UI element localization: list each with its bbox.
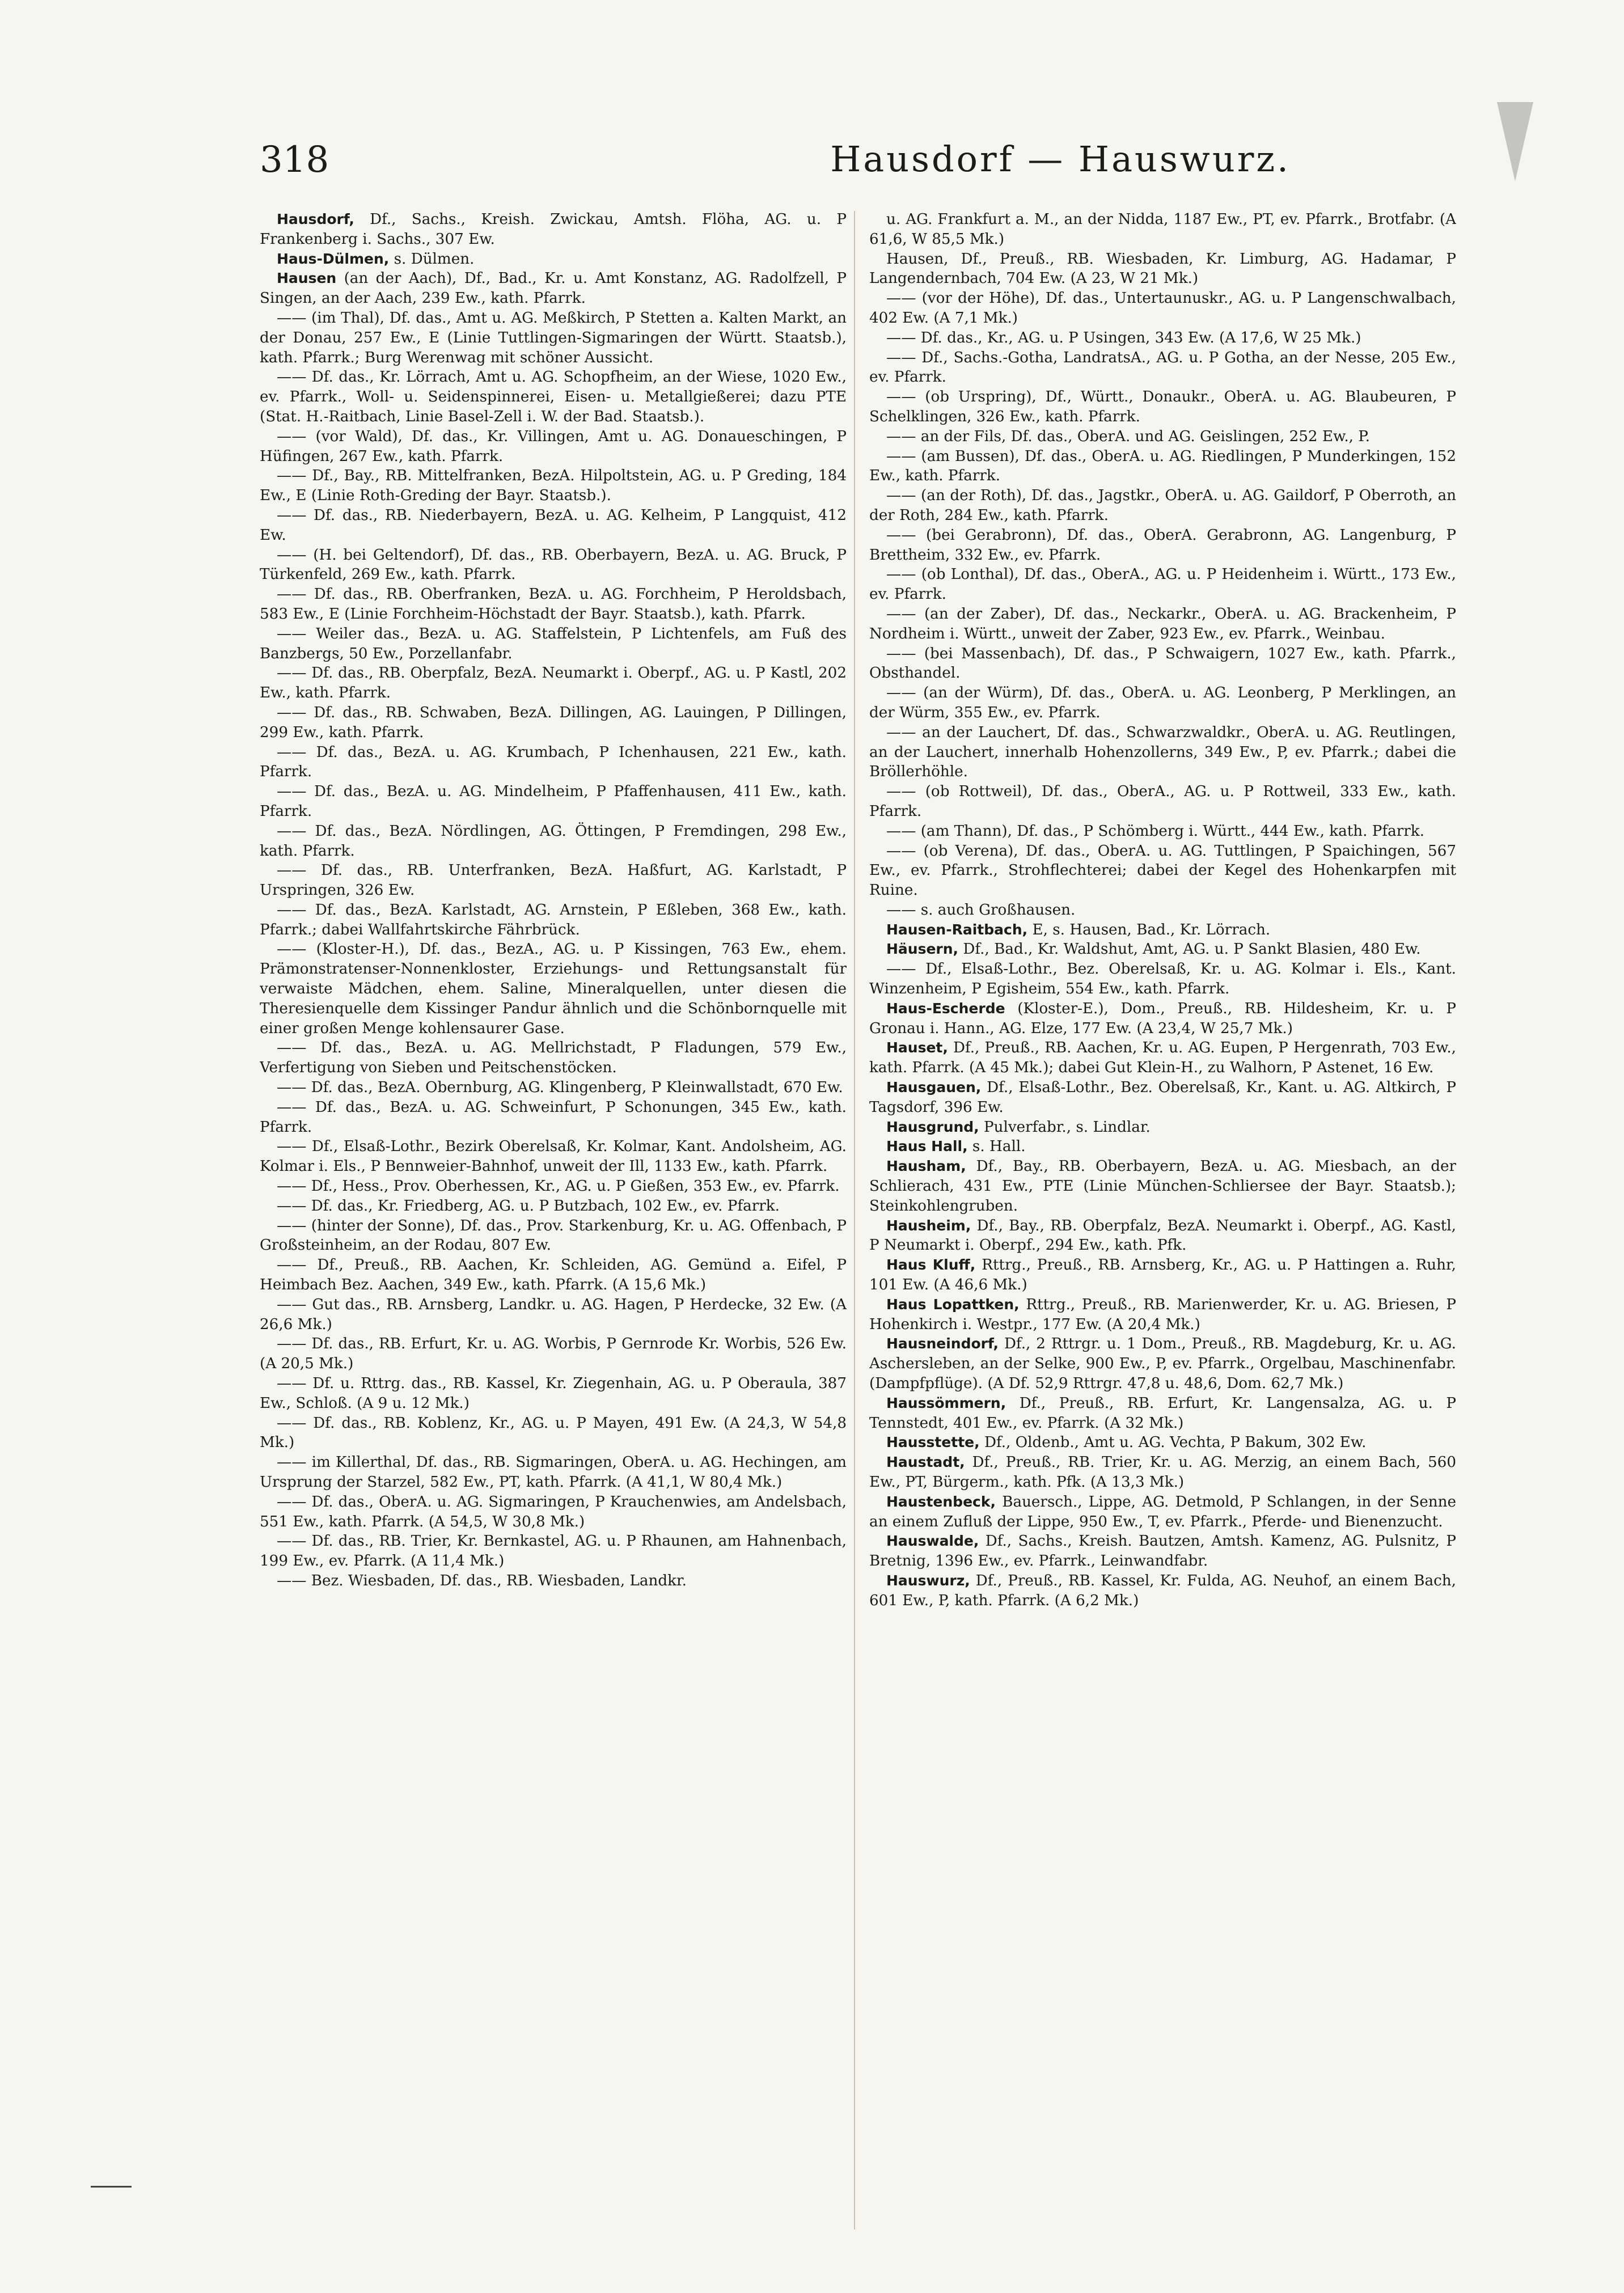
- entry-text: —— Df. das., RB. Koblenz, Kr., AG. u. P Mayen, 491 Ew. (A 24,3, W 54,8 Mk.): [260, 1414, 847, 1452]
- column-divider: [854, 211, 855, 2229]
- dictionary-entry: [869, 1078, 1456, 1118]
- dictionary-entry: [869, 427, 1456, 447]
- entry-headword: Haussömmern,: [886, 1394, 1006, 1411]
- entry-text: —— (an der Roth), Df. das., Jagstkr., OberA. u. AG. Gaildorf, P Oberroth, an der Roth, 284 Ew., kath. Pfarrk.: [869, 487, 1456, 524]
- entry-text: —— (vor Wald), Df. das., Kr. Villingen, Amt u. AG. Donaueschingen, P Hüfingen, 267 Ew., kath. Pfarrk.: [260, 428, 847, 465]
- dictionary-entry: [869, 1492, 1456, 1532]
- dictionary-entry: [260, 585, 847, 624]
- entry-text: s. Dülmen.: [389, 250, 475, 268]
- entry-text: Df., Bay., RB. Oberbayern, BezA. u. AG. Miesbach, an der Schlierach, 431 Ew., PTE (Linie München-Schliersee der Bayr. Staatsb.); Steinkohlengruben.: [869, 1158, 1456, 1215]
- entry-headword: Hausstette,: [886, 1434, 980, 1451]
- entry-text: —— (bei Gerabronn), Df. das., OberA. Gerabronn, AG. Langenburg, P Brettheim, 332 Ew., ev. Pfarrk.: [869, 526, 1456, 564]
- left-column: [260, 210, 847, 2245]
- entry-headword: Häusern,: [886, 941, 959, 958]
- entry-text: —— (bei Massenbach), Df. das., P Schwaigern, 1027 Ew., kath. Pfarrk., Obsthandel.: [869, 645, 1456, 682]
- dictionary-entry: [869, 1216, 1456, 1256]
- dictionary-entry: [260, 466, 847, 506]
- entry-headword: Haustenbeck,: [886, 1493, 996, 1510]
- dictionary-entry: [869, 841, 1456, 900]
- dictionary-entry: [260, 210, 847, 249]
- entry-text: s. Hall.: [967, 1138, 1026, 1156]
- dictionary-entry: [260, 427, 847, 467]
- entry-headword: Hauset,: [886, 1039, 948, 1056]
- entry-text: Df., Preuß., RB. Kassel, Kr. Fulda, AG. Neuhof, an einem Bach, 601 Ew., P, kath. Pfarrk. (A 6,2 Mk.): [869, 1572, 1456, 1609]
- entry-text: Df., Sachs., Kreish. Bautzen, Amtsh. Kamenz, AG. Pulsnitz, P Bretnig, 1396 Ew., ev. Pfarrk., Leinwandfabr.: [869, 1533, 1456, 1570]
- entry-text: Rttrg., Preuß., RB. Marienwerder, Kr. u. AG. Briesen, P Hohenkirch i. Westpr., 177 Ew. (A 20,4 Mk.): [869, 1296, 1456, 1333]
- dictionary-entry: [869, 565, 1456, 604]
- entry-text: —— (ob Lonthal), Df. das., OberA., AG. u. P Heidenheim i. Württ., 173 Ew., ev. Pfarrk.: [869, 566, 1456, 603]
- dictionary-entry: [260, 1137, 847, 1177]
- dictionary-entry: [869, 940, 1456, 959]
- entry-text: Bauersch., Lippe, AG. Detmold, P Schlangen, in der Senne an einem Zufluß der Lippe, 950 Ew., T, ev. Pfarrk., Pferde- und Bienenzucht.: [869, 1493, 1456, 1530]
- entry-text: —— Df. das., RB. Erfurt, Kr. u. AG. Worbis, P Gernrode Kr. Worbis, 526 Ew. (A 20,5 Mk.): [260, 1335, 847, 1373]
- dictionary-entry: [260, 703, 847, 743]
- dictionary-entry: [260, 1196, 847, 1216]
- entry-text: —— Df. das., RB. Trier, Kr. Bernkastel, AG. u. P Rhaunen, am Hahnenbach, 199 Ew., ev. Pfarrk. (A 11,4 Mk.): [260, 1533, 847, 1570]
- dictionary-entry: [869, 387, 1456, 427]
- entry-text: —— (ob Urspring), Df., Württ., Donaukr., OberA. u. AG. Blaubeuren, P Schelklingen, 326 Ew., kath. Pfarrk.: [869, 388, 1456, 425]
- dictionary-entry: [869, 1157, 1456, 1216]
- entry-text: —— s. auch Großhausen.: [886, 901, 1076, 919]
- dictionary-entry: [260, 308, 847, 367]
- entry-text: Pulverfabr., s. Lindlar.: [979, 1118, 1151, 1136]
- entry-text: Df., Preuß., RB. Trier, Kr. u. AG. Merzig, an einem Bach, 560 Ew., PT, Bürgerm., kath. Pfk. (A 13,3 Mk.): [869, 1454, 1456, 1491]
- dictionary-entry: [869, 328, 1456, 348]
- entry-text: —— Df., Preuß., RB. Aachen, Kr. Schleiden, AG. Gemünd a. Eifel, P Heimbach Bez. Aachen, 349 Ew., kath. Pfarrk. (A 15,6 Mk.): [260, 1257, 847, 1294]
- entry-text: —— (ob Rottweil), Df. das., OberA., AG. u. P Rottweil, 333 Ew., kath. Pfarrk.: [869, 783, 1456, 820]
- dictionary-entry: [260, 1216, 847, 1256]
- entry-text: —— Df., Sachs.-Gotha, LandratsA., AG. u. P Gotha, an der Nesse, 205 Ew., ev. Pfarrk.: [869, 349, 1456, 386]
- entry-text: —— Df. das., RB. Oberpfalz, BezA. Neumarkt i. Oberpf., AG. u. P Kastl, 202 Ew., kath. Pfarrk.: [260, 665, 847, 702]
- entry-headword: Hausdorf,: [277, 211, 354, 227]
- dictionary-entry: [260, 269, 847, 308]
- dictionary-entry: [260, 1177, 847, 1196]
- entry-text: Df., Sachs., Kreish. Zwickau, Amtsh. Flöha, AG. u. P Frankenberg i. Sachs., 307 Ew.: [260, 211, 847, 248]
- dictionary-entry: [869, 782, 1456, 822]
- dictionary-entry: [260, 743, 847, 782]
- entry-headword: Hauswurz,: [886, 1572, 970, 1589]
- dictionary-entry: [869, 723, 1456, 782]
- entry-text: —— an der Lauchert, Df. das., Schwarzwaldkr., OberA. u. AG. Reutlingen, an der Lauchert, innerhalb Hohenzollerns, 349 Ew., P, ev. Pfarrk.; dabei die Bröllerhöhle.: [869, 724, 1456, 781]
- entry-text: Df., Preuß., RB. Erfurt, Kr. Langensalza, AG. u. P Tennstedt, 401 Ew., ev. Pfarrk. (A 32 Mk.): [869, 1394, 1456, 1432]
- entry-text: —— Df. das., BezA. Obernburg, AG. Klingenberg, P Kleinwallstadt, 670 Ew.: [277, 1079, 843, 1097]
- entry-headword: Haustadt,: [886, 1454, 965, 1471]
- entry-text: —— Df. das., Kr. Lörrach, Amt u. AG. Schopfheim, an der Wiese, 1020 Ew., ev. Pfarrk., Woll- u. Seidenspinnerei, Eisen- u. Metallgießerei; dazu PTE (Stat. H.-Raitbach, Linie Basel-Zell i. W. der Bad. Staatsb.).: [260, 369, 847, 425]
- entry-text: Df., Oldenb., Amt u. AG. Vechta, P Bakum, 302 Ew.: [979, 1434, 1367, 1452]
- dictionary-entry: [869, 1255, 1456, 1295]
- entry-text: Df., Bay., RB. Oberpfalz, BezA. Neumarkt i. Oberpf., AG. Kastl, P Neumarkt i. Oberpf., 294 Ew., kath. Pfk.: [869, 1217, 1456, 1254]
- entry-text: —— Df. das., Kr., AG. u. P Usingen, 343 Ew. (A 17,6, W 25 Mk.): [886, 329, 1361, 346]
- dictionary-entry: [260, 1492, 847, 1532]
- entry-text: —— (am Bussen), Df. das., OberA. u. AG. Riedlingen, P Munderkingen, 152 Ew., kath. Pfarrk.: [869, 447, 1456, 485]
- dictionary-entry: [869, 526, 1456, 565]
- dictionary-entry: [260, 1453, 847, 1492]
- entry-text: —— (an der Zaber), Df. das., Neckarkr., OberA. u. AG. Brackenheim, P Nordheim i. Württ., unweit der Zaber, 923 Ew., ev. Pfarrk., Weinbau.: [869, 605, 1456, 642]
- dictionary-entry: [869, 604, 1456, 644]
- dictionary-entry: [869, 348, 1456, 388]
- entry-text: —— Df. das., Kr. Friedberg, AG. u. P Butzbach, 102 Ew., ev. Pfarrk.: [277, 1197, 780, 1215]
- entry-headword: Hausneindorf,: [886, 1335, 999, 1352]
- entry-text: —— Df. das., RB. Niederbayern, BezA. u. AG. Kelheim, P Langquist, 412 Ew.: [260, 506, 847, 544]
- dictionary-entry: [260, 1532, 847, 1571]
- entry-text: —— Df. das., BezA. Karlstadt, AG. Arnstein, P Eßleben, 368 Ew., kath. Pfarrk.; dabei Wallfahrtskirche Fährbrück.: [260, 901, 847, 938]
- entry-headword: Haus Hall,: [886, 1138, 968, 1155]
- dictionary-entry: [869, 210, 1456, 249]
- dictionary-entry: [869, 1137, 1456, 1157]
- entry-text: Df., Elsaß-Lothr., Bez. Oberelsaß, Kr., Kant. u. AG. Altkirch, P Tagsdorf, 396 Ew.: [869, 1079, 1456, 1116]
- entry-text: —— Df. das., OberA. u. AG. Sigmaringen, P Krauchenwies, am Andelsbach, 551 Ew., kath. Pfarrk. (A 54,5, W 30,8 Mk.): [260, 1493, 847, 1530]
- entry-headword: Hausgauen,: [886, 1079, 982, 1096]
- corner-mark: [1497, 102, 1533, 181]
- dictionary-entry: [260, 822, 847, 861]
- dictionary-entry: [869, 920, 1456, 940]
- margin-mark: [91, 2186, 132, 2188]
- entry-text: —— Df. das., BezA. u. AG. Schweinfurt, P Schonungen, 345 Ew., kath. Pfarrk.: [260, 1098, 847, 1136]
- entry-text: —— Df. das., RB. Schwaben, BezA. Dillingen, AG. Lauingen, P Dillingen, 299 Ew., kath. Pfarrk.: [260, 704, 847, 741]
- entry-headword: Haus Kluff,: [886, 1257, 976, 1274]
- dictionary-entry: [869, 486, 1456, 526]
- dictionary-entry: [869, 999, 1456, 1039]
- entry-text: —— (H. bei Geltendorf), Df. das., RB. Oberbayern, BezA. u. AG. Bruck, P Türkenfeld, 269 Ew., kath. Pfarrk.: [260, 546, 847, 583]
- dictionary-entry: [869, 683, 1456, 723]
- dictionary-entry: [260, 1334, 847, 1374]
- dictionary-entry: [869, 644, 1456, 684]
- entry-headword: Hausheim,: [886, 1217, 971, 1234]
- entry-text: —— Df., Elsaß-Lothr., Bez. Oberelsaß, Kr. u. AG. Kolmar i. Els., Kant. Winzenheim, P Egisheim, 554 Ew., kath. Pfarrk.: [869, 961, 1456, 998]
- dictionary-entry: [260, 1098, 847, 1137]
- dictionary-entry: [260, 1295, 847, 1335]
- page-number: 318: [260, 139, 329, 181]
- entry-text: —— Df., Bay., RB. Mittelfranken, BezA. Hilpoltstein, AG. u. P Greding, 184 Ew., E (Linie Roth-Greding der Bayr. Staatsb.).: [260, 467, 847, 505]
- entry-text: —— (im Thal), Df. das., Amt u. AG. Meßkirch, P Stetten a. Kalten Markt, an der Donau, 257 Ew., E (Linie Tuttlingen-Sigmaringen der Württ. Staatsb.), kath. Pfarrk.; Burg Werenwag mit schöner Aussicht.: [260, 309, 847, 366]
- entry-text: —— (am Thann), Df. das., P Schömberg i. Württ., 444 Ew., kath. Pfarrk.: [886, 822, 1424, 840]
- dictionary-entry: [869, 1118, 1456, 1137]
- dictionary-entry: [260, 367, 847, 426]
- entry-headword: Haus Lopattken,: [886, 1296, 1020, 1313]
- entry-text: —— im Killerthal, Df. das., RB. Sigmaringen, OberA. u. AG. Hechingen, am Ursprung der Starzel, 582 Ew., PT, kath. Pfarrk. (A 41,1, W 80,4 Mk.): [260, 1454, 847, 1491]
- entry-headword: Haus-Escherde: [886, 1000, 1005, 1017]
- entry-text: —— (hinter der Sonne), Df. das., Prov. Starkenburg, Kr. u. AG. Offenbach, P Großsteinheim, an der Rodau, 807 Ew.: [260, 1217, 847, 1254]
- entry-text: Hausen, Df., Preuß., RB. Wiesbaden, Kr. Limburg, AG. Hadamar, P Langendernbach, 704 Ew. (A 23, W 21 Mk.): [869, 250, 1456, 287]
- entry-text: Rttrg., Preuß., RB. Arnsberg, Kr., AG. u. P Hattingen a. Ruhr, 101 Ew. (A 46,6 Mk.): [869, 1257, 1456, 1294]
- dictionary-entry: [869, 959, 1456, 999]
- entry-text: —— Df. das., BezA. u. AG. Krumbach, P Ichenhausen, 221 Ew., kath. Pfarrk.: [260, 743, 847, 781]
- dictionary-entry: [869, 1394, 1456, 1433]
- dictionary-entry: [869, 1571, 1456, 1611]
- entry-text: Df., Bad., Kr. Waldshut, Amt, AG. u. P Sankt Blasien, 480 Ew.: [958, 941, 1421, 958]
- entry-text: —— Df., Hess., Prov. Oberhessen, Kr., AG. u. P Gießen, 353 Ew., ev. Pfarrk.: [277, 1178, 840, 1195]
- right-column: [869, 210, 1456, 2245]
- entry-text: —— Df. u. Rttrg. das., RB. Kassel, Kr. Ziegenhain, AG. u. P Oberaula, 387 Ew., Schloß. (A 9 u. 12 Mk.): [260, 1375, 847, 1412]
- dictionary-entry: [869, 1334, 1456, 1393]
- dictionary-entry: [260, 900, 847, 940]
- dictionary-entry: [869, 447, 1456, 486]
- dictionary-entry: [260, 1038, 847, 1078]
- dictionary-entry: [869, 822, 1456, 841]
- dictionary-entry: [869, 1038, 1456, 1078]
- entry-headword: Hausen: [277, 270, 337, 287]
- dictionary-entry: [260, 663, 847, 703]
- dictionary-entry: [260, 506, 847, 545]
- entry-text: —— Df. das., RB. Oberfranken, BezA. u. AG. Forchheim, P Heroldsbach, 583 Ew., E (Linie Forchheim-Höchstadt der Bayr. Staatsb.), kath. Pfarrk.: [260, 586, 847, 623]
- dictionary-entry: [260, 782, 847, 822]
- dictionary-entry: [260, 624, 847, 664]
- entry-headword: Hausham,: [886, 1158, 966, 1175]
- entry-headword: Hausen-Raitbach,: [886, 921, 1028, 938]
- entry-text: u. AG. Frankfurt a. M., an der Nidda, 1187 Ew., PT, ev. Pfarrk., Brotfabr. (A 61,6, W 85,5 Mk.): [869, 211, 1456, 248]
- dictionary-entry: [260, 249, 847, 269]
- entry-text: E, s. Hausen, Bad., Kr. Lörrach.: [1027, 921, 1271, 938]
- entry-text: Df., 2 Rttrgr. u. 1 Dom., Preuß., RB. Magdeburg, Kr. u. AG. Aschersleben, an der Selke, 900 Ew., P, ev. Pfarrk., Orgelbau, Maschinenfabr. (Dampfpflüge). (A Df. 52,9 Rttrgr. 47,8 u. 48,6, Dom. 62,7 Mk.): [869, 1335, 1456, 1393]
- entry-text: (an der Aach), Df., Bad., Kr. u. Amt Konstanz, AG. Radolfzell, P Singen, an der Aach, 239 Ew., kath. Pfarrk.: [260, 270, 847, 307]
- dictionary-entry: [869, 1295, 1456, 1335]
- dictionary-entry: [260, 1571, 847, 1591]
- dictionary-entry: [869, 1532, 1456, 1571]
- running-head: Hausdorf — Hauswurz.: [830, 138, 1291, 180]
- dictionary-entry: [260, 545, 847, 585]
- dictionary-entry: [869, 249, 1456, 289]
- dictionary-entry: [260, 940, 847, 1038]
- dictionary-entry: [260, 1374, 847, 1414]
- dictionary-entry: [869, 1433, 1456, 1453]
- dictionary-entry: [869, 1453, 1456, 1492]
- entry-text: —— an der Fils, Df. das., OberA. und AG. Geislingen, 252 Ew., P.: [886, 428, 1370, 445]
- entry-headword: Haus-Dülmen,: [277, 250, 390, 267]
- entry-text: —— (ob Verena), Df. das., OberA. u. AG. Tuttlingen, P Spaichingen, 567 Ew., ev. Pfarrk., Strohflechterei; dabei der Kegel des Hohenkarpfen mit Ruine.: [869, 842, 1456, 899]
- entry-text: Df., Preuß., RB. Aachen, Kr. u. AG. Eupen, P Hergenrath, 703 Ew., kath. Pfarrk. (A 45 Mk.); dabei Gut Klein-H., zu Walhorn, P Astenet, 16 Ew.: [869, 1039, 1456, 1077]
- entry-text: —— (Kloster-H.), Df. das., BezA., AG. u. P Kissingen, 763 Ew., ehem. Prämonstratenser-Nonnenkloster, Erziehungs- und Rettungsanstalt für verwaiste Mädchen, ehem. Saline, Mineralquellen, unter diesen die Theresienquelle dem Kissinger Pandur ähnlich und die Schönbornquelle mit einer großen Menge kohlensaurer Gase.: [260, 941, 847, 1037]
- entry-text: —— (vor der Höhe), Df. das., Untertaunuskr., AG. u. P Langenschwalbach, 402 Ew. (A 7,1 Mk.): [869, 290, 1456, 327]
- entry-text: —— Gut das., RB. Arnsberg, Landkr. u. AG. Hagen, P Herdecke, 32 Ew. (A 26,6 Mk.): [260, 1296, 847, 1333]
- entry-text: —— Weiler das., BezA. u. AG. Staffelstein, P Lichtenfels, am Fuß des Banzbergs, 50 Ew., Porzellanfabr.: [260, 625, 847, 662]
- entry-text: —— Bez. Wiesbaden, Df. das., RB. Wiesbaden, Landkr.: [277, 1572, 687, 1589]
- entry-text: —— Df., Elsaß-Lothr., Bezirk Oberelsaß, Kr. Kolmar, Kant. Andolsheim, AG. Kolmar i. Els., P Bennweier-Bahnhof, unweit der Ill, 1133 Ew., kath. Pfarrk.: [260, 1138, 847, 1175]
- entry-text: —— Df. das., RB. Unterfranken, BezA. Haßfurt, AG. Karlstadt, P Urspringen, 326 Ew.: [260, 862, 847, 899]
- dictionary-entry: [260, 861, 847, 900]
- dictionary-entry: [260, 1078, 847, 1098]
- entry-headword: Hausgrund,: [886, 1118, 979, 1135]
- dictionary-entry: [260, 1255, 847, 1295]
- dictionary-entry: [869, 289, 1456, 328]
- entry-text: —— (an der Würm), Df. das., OberA. u. AG. Leonberg, P Merklingen, an der Würm, 355 Ew., ev. Pfarrk.: [869, 684, 1456, 721]
- dictionary-entry: [260, 1414, 847, 1453]
- entry-text: —— Df. das., BezA. Nördlingen, AG. Öttingen, P Fremdingen, 298 Ew., kath. Pfarrk.: [260, 822, 847, 860]
- entry-headword: Hauswalde,: [886, 1533, 979, 1550]
- entry-text: (Kloster-E.), Dom., Preuß., RB. Hildesheim, Kr. u. P Gronau i. Hann., AG. Elze, 177 Ew. (A 23,4, W 25,7 Mk.): [869, 1000, 1456, 1037]
- entry-text: —— Df. das., BezA. u. AG. Mindelheim, P Pfaffenhausen, 411 Ew., kath. Pfarrk.: [260, 783, 847, 820]
- dictionary-entry: [869, 900, 1456, 920]
- entry-text: —— Df. das., BezA. u. AG. Mellrichstadt, P Fladungen, 579 Ew., Verfertigung von Sieben und Peitschenstöcken.: [260, 1039, 847, 1077]
